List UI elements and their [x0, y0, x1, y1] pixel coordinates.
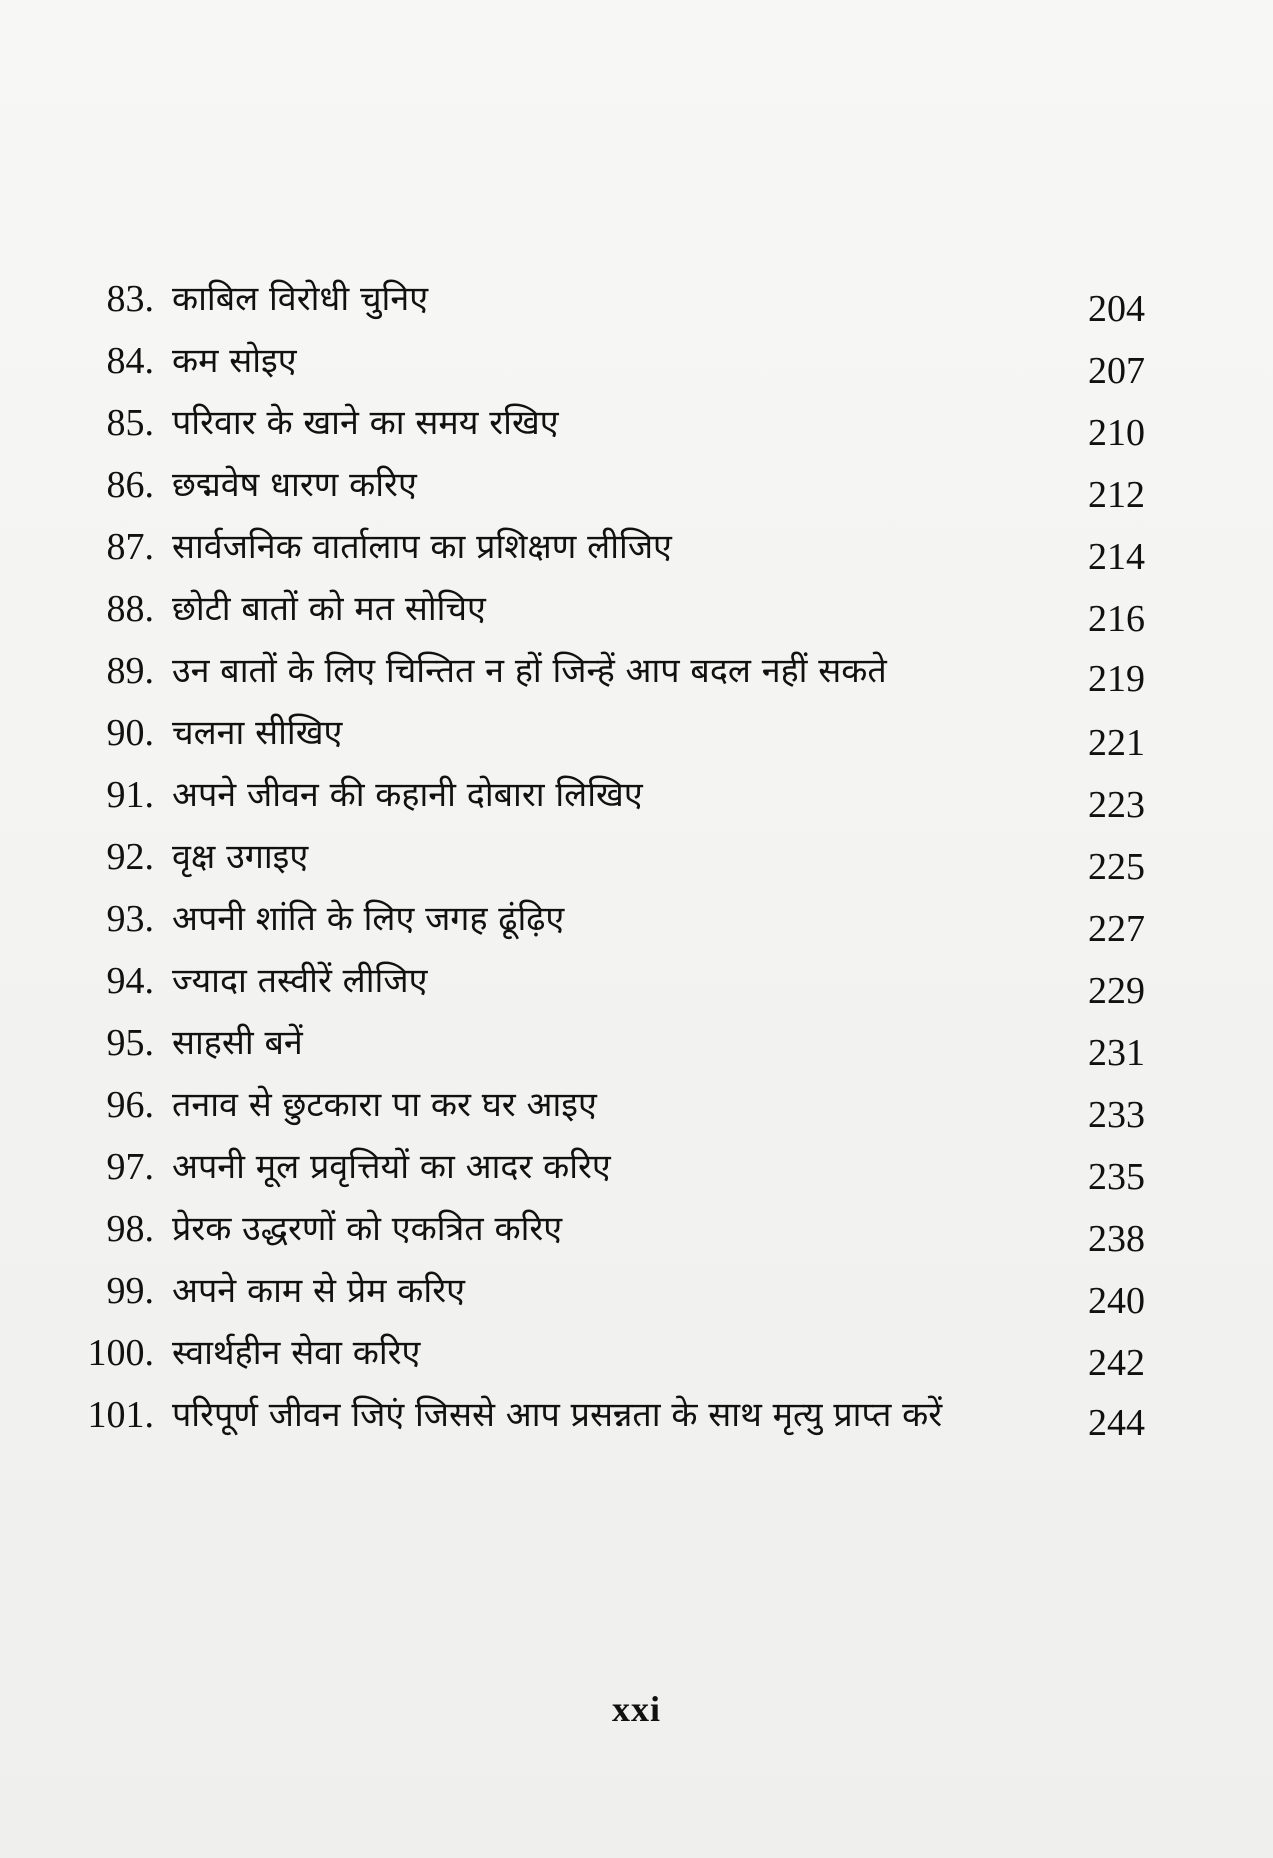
- chapter-number: 92.: [106, 836, 154, 878]
- page-number: 204: [1088, 288, 1145, 330]
- chapter-number: 86.: [106, 464, 154, 506]
- chapter-title: वृक्ष उगाइए: [172, 837, 309, 877]
- chapter-number: 84.: [106, 340, 154, 382]
- chapter-number: 88.: [106, 588, 154, 630]
- page-number: 229: [1088, 970, 1145, 1012]
- chapter-title: काबिल विरोधी चुनिए: [172, 279, 429, 319]
- chapter-title: कम सोइए: [172, 341, 297, 381]
- toc-entry: [70, 888, 1145, 950]
- chapter-number: 100.: [87, 1332, 154, 1374]
- chapter-title: अपनी शांति के लिए जगह ढूंढ़िए: [172, 899, 565, 939]
- chapter-title: चलना सीखिए: [172, 713, 343, 753]
- toc-entry: [70, 1260, 1145, 1322]
- toc-entry: [70, 764, 1145, 826]
- chapter-number: 87.: [106, 526, 154, 568]
- page-number: 231: [1088, 1032, 1145, 1074]
- toc-entry: [70, 640, 1145, 702]
- page-number: 207: [1088, 350, 1145, 392]
- chapter-number: 90.: [106, 712, 154, 754]
- chapter-title: अपनी मूल प्रवृत्तियों का आदर करिए: [172, 1147, 611, 1187]
- toc-entry: [70, 330, 1145, 392]
- page-number: 225: [1088, 846, 1145, 888]
- chapter-number: 94.: [106, 960, 154, 1002]
- toc-entry: [70, 268, 1145, 330]
- chapter-title: छोटी बातों को मत सोचिए: [172, 589, 486, 629]
- toc-entry: [70, 1136, 1145, 1198]
- page-number: 227: [1088, 908, 1145, 950]
- page-number: 242: [1088, 1342, 1145, 1384]
- chapter-title: प्रेरक उद्धरणों को एकत्रित करिए: [172, 1209, 563, 1249]
- page-number: 216: [1088, 598, 1145, 640]
- page-number: 212: [1088, 474, 1145, 516]
- toc-entry: [70, 826, 1145, 888]
- page-number: 240: [1088, 1280, 1145, 1322]
- toc-entry: [70, 454, 1145, 516]
- chapter-title: ज्यादा तस्वीरें लीजिए: [172, 961, 428, 1001]
- toc-entry: [70, 578, 1145, 640]
- toc-entry: [70, 1074, 1145, 1136]
- chapter-number: 97.: [106, 1146, 154, 1188]
- chapter-title: तनाव से छुटकारा पा कर घर आइए: [172, 1085, 597, 1125]
- chapter-number: 91.: [106, 774, 154, 816]
- chapter-title: सार्वजनिक वार्तालाप का प्रशिक्षण लीजिए: [172, 527, 672, 567]
- toc-entry: [70, 950, 1145, 1012]
- page-number: 238: [1088, 1218, 1145, 1260]
- toc-entry: [70, 392, 1145, 454]
- toc-entry: [70, 516, 1145, 578]
- page-number: 221: [1088, 722, 1145, 764]
- chapter-title: अपने जीवन की कहानी दोबारा लिखिए: [172, 775, 643, 815]
- chapter-number: 96.: [106, 1084, 154, 1126]
- chapter-title: छद्मवेष धारण करिए: [172, 465, 417, 505]
- chapter-title: अपने काम से प्रेम करिए: [172, 1271, 465, 1311]
- chapter-title: परिपूर्ण जीवन जिएं जिससे आप प्रसन्नता के साथ मृत्यु प्राप्त करें: [172, 1395, 943, 1435]
- chapter-number: 95.: [106, 1022, 154, 1064]
- page-number: 214: [1088, 536, 1145, 578]
- page-number: 223: [1088, 784, 1145, 826]
- page-folio: xxi: [611, 1689, 661, 1729]
- chapter-number: 89.: [106, 650, 154, 692]
- chapter-number: 93.: [106, 898, 154, 940]
- page-number: 219: [1088, 658, 1145, 700]
- chapter-title: परिवार के खाने का समय रखिए: [172, 403, 559, 443]
- page-number: 210: [1088, 412, 1145, 454]
- page-number: 235: [1088, 1156, 1145, 1198]
- page-number: 244: [1088, 1402, 1145, 1444]
- chapter-number: 98.: [106, 1208, 154, 1250]
- chapter-number: 99.: [106, 1270, 154, 1312]
- toc-entry: [70, 702, 1145, 764]
- chapter-number: 85.: [106, 402, 154, 444]
- table-of-contents: [70, 268, 1145, 1446]
- toc-entry: [70, 1322, 1145, 1384]
- chapter-title: स्वार्थहीन सेवा करिए: [172, 1333, 421, 1373]
- chapter-number: 83.: [106, 278, 154, 320]
- chapter-number: 101.: [87, 1394, 154, 1436]
- page-number: 233: [1088, 1094, 1145, 1136]
- toc-entry: [70, 1012, 1145, 1074]
- chapter-title: साहसी बनें: [172, 1023, 303, 1063]
- toc-entry: [70, 1198, 1145, 1260]
- toc-entry: [70, 1384, 1145, 1446]
- chapter-title: उन बातों के लिए चिन्तित न हों जिन्हें आप बदल नहीं सकते: [172, 651, 887, 691]
